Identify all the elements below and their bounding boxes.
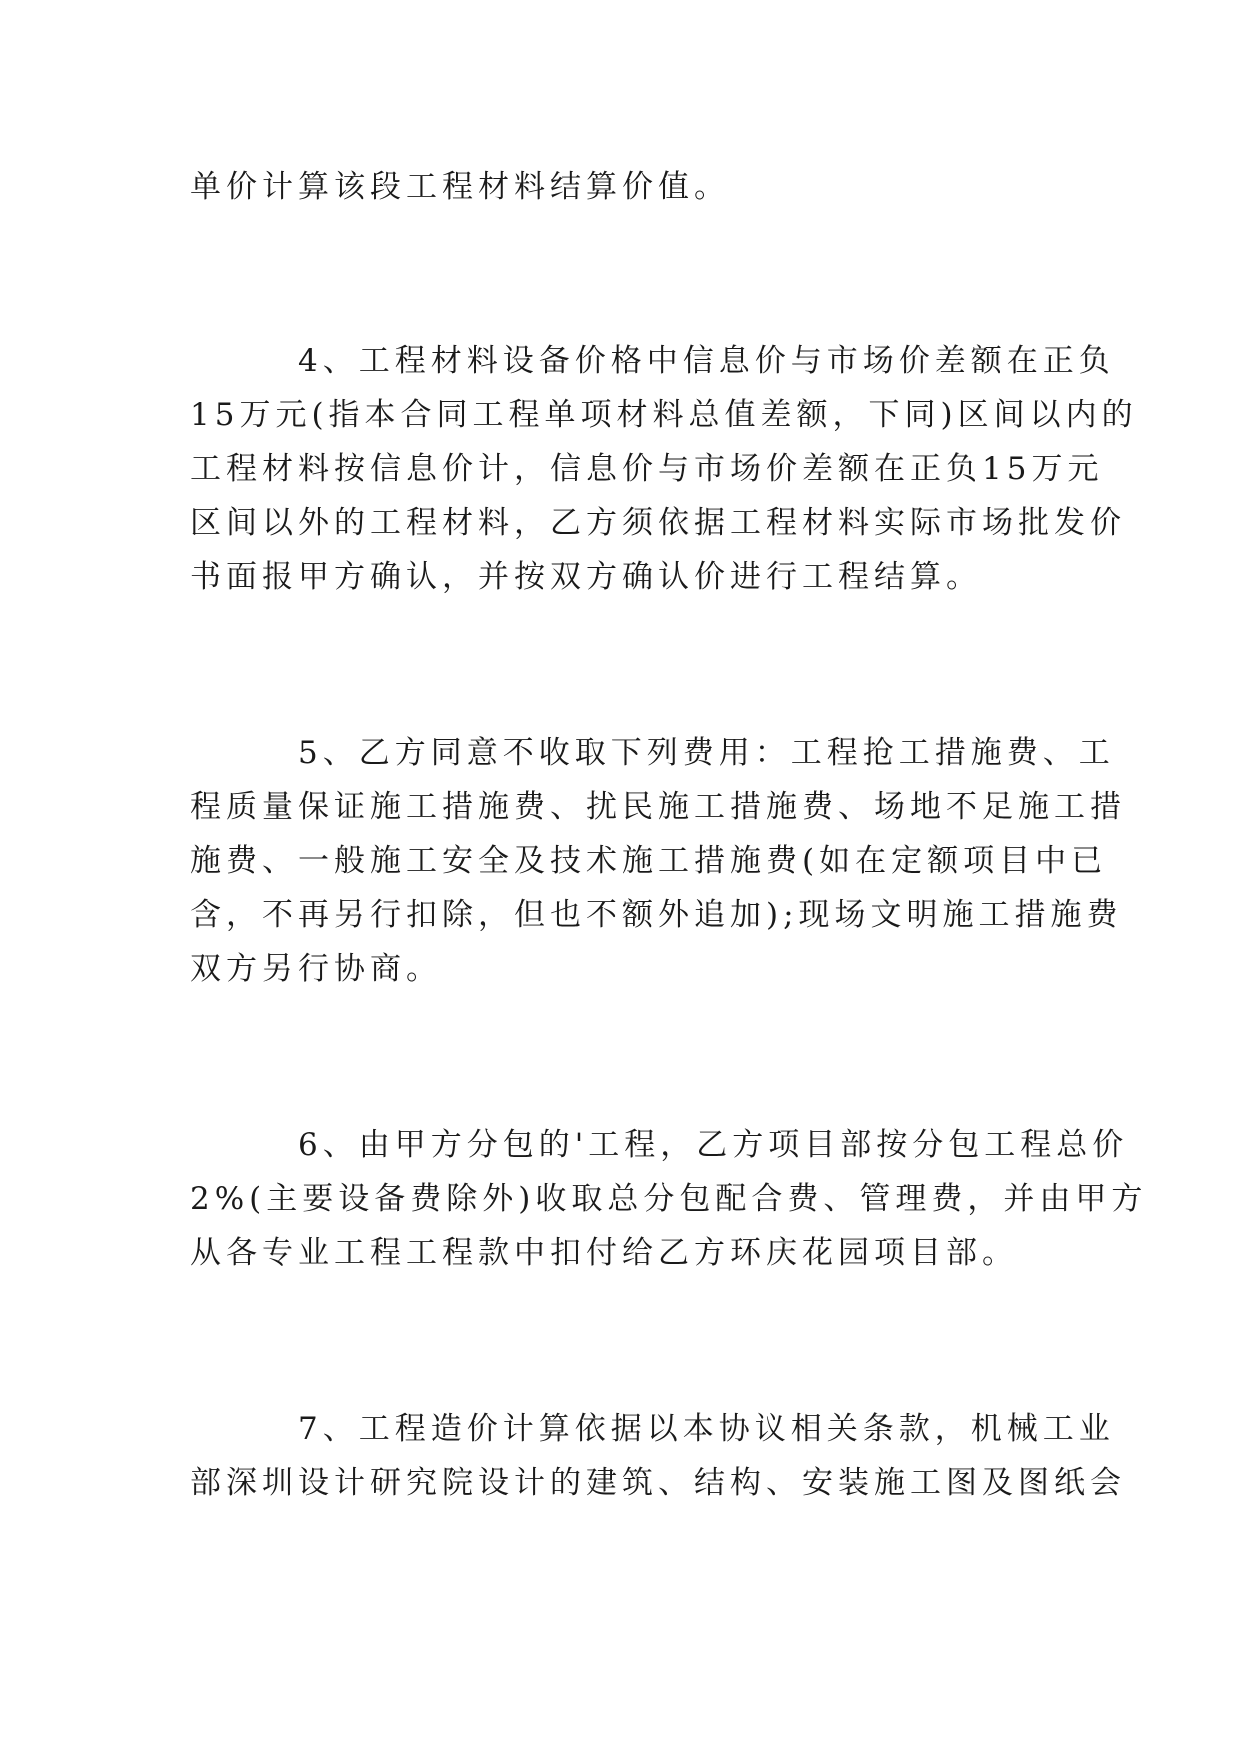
paragraph-7-line-1: 7、工程造价计算依据以本协议相关条款，机械工业 — [298, 1411, 1115, 1447]
paragraph-5-line-4: 含，不再另行扣除，但也不额外追加);现场文明施工措施费 — [190, 897, 1123, 933]
paragraph-3-line-2: 单价计算该段工程材料结算价值。 — [190, 169, 730, 205]
paragraph-4-line-3: 工程材料按信息价计，信息价与市场价差额在正负15万元 — [190, 451, 1104, 487]
paragraph-6-line-1: 6、由甲方分包的'工程，乙方项目部按分包工程总价 — [298, 1127, 1129, 1163]
paragraph-6-line-3: 从各专业工程工程款中扣付给乙方环庆花园项目部。 — [190, 1235, 1018, 1271]
paragraph-5-line-5: 双方另行协商。 — [190, 951, 442, 987]
paragraph-4-line-1: 4、工程材料设备价格中信息价与市场价差额在正负 — [298, 343, 1115, 379]
paragraph-5-line-1: 5、乙方同意不收取下列费用：工程抢工措施费、工 — [298, 735, 1115, 771]
paragraph-6-line-2: 2%(主要设备费除外)收取总分包配合费、管理费，并由甲方 — [190, 1181, 1148, 1217]
paragraph-7-line-2: 部深圳设计研究院设计的建筑、结构、安装施工图及图纸会 — [190, 1465, 1126, 1501]
paragraph-5-line-3: 施费、一般施工安全及技术施工措施费(如在定额项目中已 — [190, 843, 1108, 879]
paragraph-5-line-2: 程质量保证施工措施费、扰民施工措施费、场地不足施工措 — [190, 789, 1126, 825]
paragraph-4-line-5: 书面报甲方确认，并按双方确认价进行工程结算。 — [190, 559, 982, 595]
paragraph-4-line-2: 15万元(指本合同工程单项材料总值差额，下同)区间以内的 — [190, 397, 1138, 433]
paragraph-4-line-4: 区间以外的工程材料，乙方须依据工程材料实际市场批发价 — [190, 505, 1126, 541]
